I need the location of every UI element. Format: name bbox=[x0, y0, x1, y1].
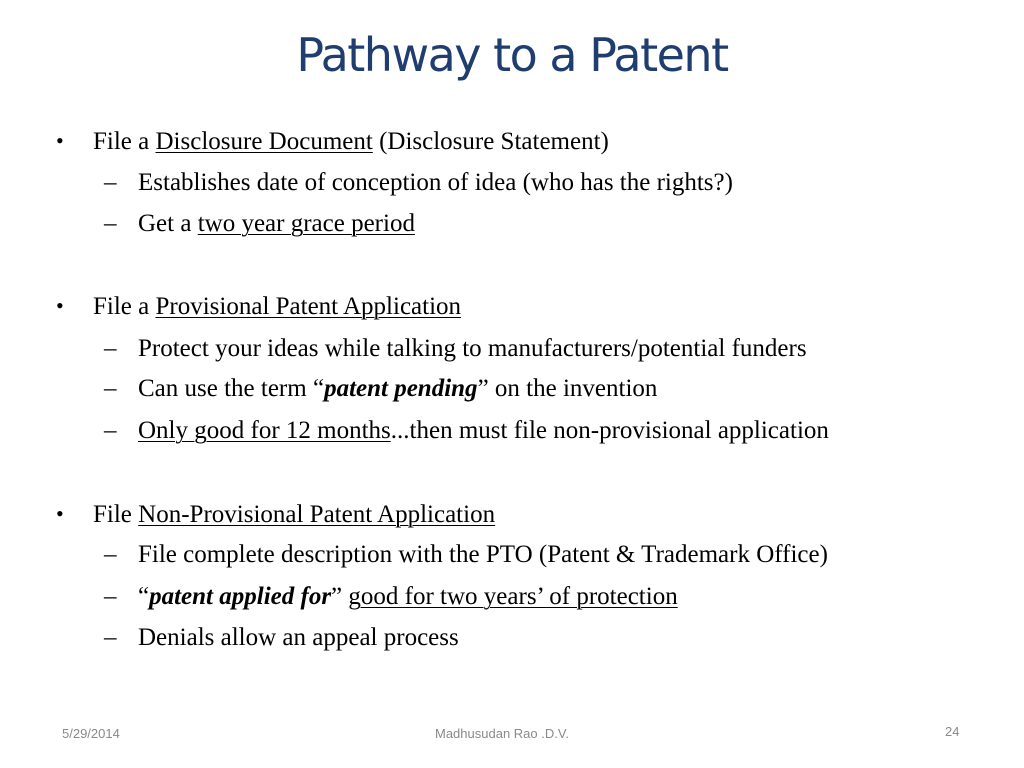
dash-marker: – bbox=[104, 210, 117, 237]
dash-marker: – bbox=[104, 169, 117, 196]
dash-marker: – bbox=[104, 624, 117, 651]
bullet-text: File a Provisional Patent Application bbox=[93, 293, 462, 320]
sub-bullet-text: Get a two year grace period bbox=[138, 210, 415, 237]
dash-marker: – bbox=[104, 417, 117, 444]
dash-marker: – bbox=[104, 375, 117, 402]
bullet-marker: • bbox=[56, 293, 64, 318]
dash-marker: – bbox=[104, 541, 117, 568]
sub-bullet-text: “patent applied for” good for two years’ of protection bbox=[138, 583, 678, 610]
patent-pending-term: patent pending bbox=[324, 375, 478, 402]
disclosure-document-term: Disclosure Document bbox=[155, 128, 373, 155]
two-years-protection-term: good for two years’ of protection bbox=[348, 583, 678, 610]
slide-number: 24 bbox=[945, 724, 960, 739]
slide-title: Pathway to a Patent bbox=[296, 28, 728, 82]
grace-period-term: two year grace period bbox=[197, 210, 415, 237]
sub-bullet-text: Can use the term “patent pending” on the invention bbox=[138, 375, 658, 402]
bullet-marker: • bbox=[56, 128, 64, 153]
patent-applied-for-term: patent applied for bbox=[149, 583, 332, 610]
footer-date: 5/29/2014 bbox=[62, 726, 120, 741]
sub-bullet-text: Protect your ideas while talking to manufacturers/potential funders bbox=[138, 335, 807, 362]
sub-bullet-text: Only good for 12 months...then must file non-provisional application bbox=[138, 417, 829, 444]
bullet-text: File Non-Provisional Patent Application bbox=[93, 501, 496, 528]
non-provisional-application-term: Non-Provisional Patent Application bbox=[138, 501, 496, 528]
sub-bullet-text: File complete description with the PTO (Patent & Trademark Office) bbox=[138, 541, 828, 568]
footer-author: Madhusudan Rao .D.V. bbox=[435, 726, 569, 741]
bullet-text: File a Disclosure Document (Disclosure Statement) bbox=[93, 128, 609, 155]
dash-marker: – bbox=[104, 335, 117, 362]
sub-bullet-text: Establishes date of conception of idea (who has the rights?) bbox=[138, 169, 733, 196]
sub-bullet-text: Denials allow an appeal process bbox=[138, 624, 459, 651]
provisional-application-term: Provisional Patent Application bbox=[155, 293, 462, 320]
dash-marker: – bbox=[104, 583, 117, 610]
bullet-marker: • bbox=[56, 501, 64, 526]
twelve-months-term: Only good for 12 months bbox=[138, 417, 391, 444]
